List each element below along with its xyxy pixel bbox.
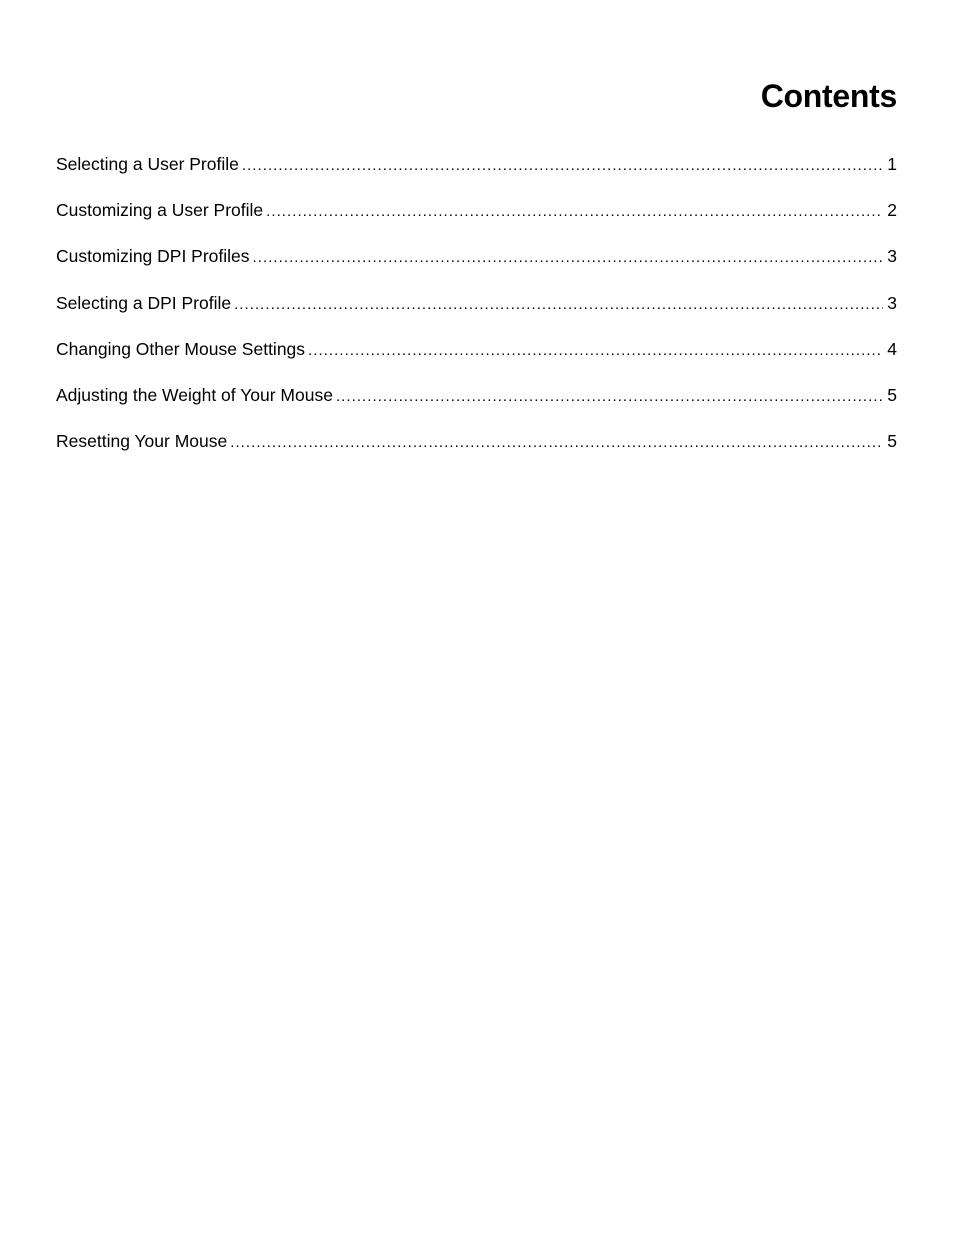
toc-entry-label: Selecting a DPI Profile [56, 292, 232, 313]
toc-page-number: 1 [887, 154, 897, 174]
toc-dot-leader [308, 338, 883, 364]
toc-entry-customizing-user-profile[interactable] [56, 197, 897, 243]
toc-page-number: 4 [887, 338, 897, 359]
toc-entry-selecting-dpi-profile[interactable] [56, 290, 897, 336]
toc-page-number: 5 [887, 384, 897, 405]
toc-dot-leader [336, 384, 883, 410]
toc-entry-label: Adjusting the Weight of Your Mouse [56, 384, 333, 405]
toc-entry-label: Customizing DPI Profiles [56, 246, 250, 267]
toc-entry-customizing-dpi-profiles[interactable] [56, 243, 897, 289]
toc-dot-leader [230, 430, 883, 456]
toc-entry-resetting-mouse[interactable] [56, 428, 897, 474]
toc-entry-label: Selecting a User Profile [56, 154, 239, 174]
toc-entry-label: Customizing a User Profile [56, 200, 264, 221]
toc-entry-selecting-user-profile[interactable] [56, 151, 897, 197]
toc-entry-changing-other-mouse-settings[interactable] [56, 336, 897, 382]
toc-dot-leader [266, 199, 883, 225]
toc-page-number: 3 [887, 292, 897, 313]
toc-page-number: 3 [887, 246, 897, 267]
toc-entry-label: Resetting Your Mouse [56, 431, 228, 452]
toc-entry-label: Changing Other Mouse Settings [56, 338, 306, 359]
toc-dot-leader [234, 292, 883, 318]
toc-dot-leader [253, 245, 884, 271]
toc-entry-adjusting-weight[interactable] [56, 382, 897, 428]
toc-dot-leader [242, 153, 883, 179]
toc-page-number: 5 [887, 431, 897, 452]
toc-page-number: 2 [887, 200, 897, 221]
table-of-contents [56, 151, 897, 474]
page-title: Contents [760, 78, 897, 114]
